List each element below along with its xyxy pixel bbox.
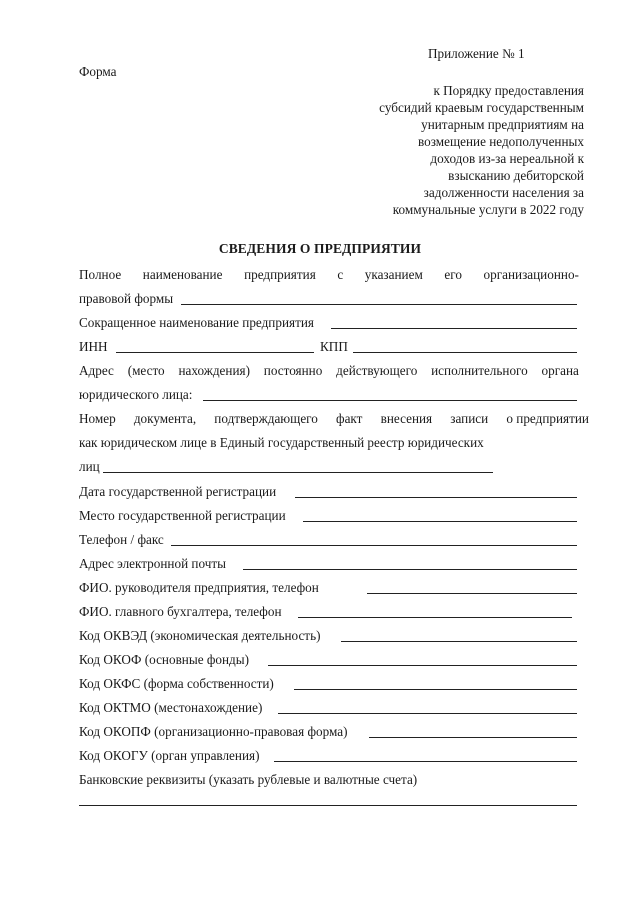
order-line: задолженности населения за xyxy=(423,185,584,200)
word: Номер xyxy=(79,411,116,426)
word: с xyxy=(337,267,344,282)
word: исполнительного xyxy=(431,363,528,378)
okved-label: Код ОКВЭД (экономическая деятельность) xyxy=(79,628,321,643)
director-label: ФИО. руководителя предприятия, телефон xyxy=(79,580,319,595)
phone-fax-field[interactable] xyxy=(171,545,577,546)
word: указанием xyxy=(364,267,423,282)
address-label-line2: юридического лица: xyxy=(79,387,193,402)
short-name-label: Сокращенное наименование предприятия xyxy=(79,315,314,330)
document-title: СВЕДЕНИЯ О ПРЕДПРИЯТИИ xyxy=(218,241,422,256)
order-line: доходов из-за нереальной к xyxy=(430,151,584,166)
doc-label-line3: лиц xyxy=(79,459,100,474)
order-line: коммунальные услуги в 2022 году xyxy=(392,202,584,217)
email-field[interactable] xyxy=(243,569,577,570)
okogu-label: Код ОКОГУ (орган управления) xyxy=(79,748,260,763)
kpp-label: КПП xyxy=(320,339,348,354)
word: факт xyxy=(336,411,363,426)
word: действующего xyxy=(336,363,418,378)
okof-field[interactable] xyxy=(268,665,577,666)
address-label-line1 xyxy=(79,363,579,379)
reg-date-label: Дата государственной регистрации xyxy=(79,484,277,499)
okogu-field[interactable] xyxy=(274,761,577,762)
appendix-number: Приложение № 1 xyxy=(428,46,525,61)
word: его xyxy=(444,267,462,282)
okved-field[interactable] xyxy=(341,641,577,642)
address-field[interactable] xyxy=(203,400,577,401)
full-name-label-line1 xyxy=(79,267,579,283)
okfs-label: Код ОКФС (форма собственности) xyxy=(79,676,274,691)
director-field[interactable] xyxy=(367,593,577,594)
full-name-field[interactable] xyxy=(181,304,577,305)
oktmo-field[interactable] xyxy=(278,713,577,714)
bank-details-field[interactable] xyxy=(79,805,577,806)
word: предприятия xyxy=(244,267,316,282)
okof-label: Код ОКОФ (основные фонды) xyxy=(79,652,250,667)
order-reference xyxy=(324,82,584,218)
short-name-field[interactable] xyxy=(331,328,577,329)
word: документа, xyxy=(133,411,197,426)
order-line: возмещение недополученных xyxy=(418,134,584,149)
doc-label-line1 xyxy=(79,411,589,427)
oktmo-label: Код ОКТМО (местонахождение) xyxy=(79,700,263,715)
okfs-field[interactable] xyxy=(294,689,577,690)
doc-number-field[interactable] xyxy=(103,472,493,473)
email-label: Адрес электронной почты xyxy=(79,556,226,571)
inn-label: ИНН xyxy=(79,339,108,354)
accountant-label: ФИО. главного бухгалтера, телефон xyxy=(79,604,282,619)
full-name-label-line2: правовой формы xyxy=(79,291,174,306)
order-line: субсидий краевым государственным xyxy=(379,100,584,115)
word: записи xyxy=(450,411,489,426)
reg-date-field[interactable] xyxy=(295,497,577,498)
word: Полное xyxy=(79,267,122,282)
bank-details-label: Банковские реквизиты (указать рублевые и валютные счета) xyxy=(79,772,418,787)
word: организационно- xyxy=(483,267,579,282)
reg-place-field[interactable] xyxy=(303,521,577,522)
word: органа xyxy=(541,363,579,378)
order-line: к Порядку предоставления xyxy=(433,83,584,98)
order-line: взысканию дебиторской xyxy=(448,168,584,183)
word: постоянно xyxy=(263,363,323,378)
word: подтверждающего xyxy=(214,411,318,426)
accountant-field[interactable] xyxy=(298,617,572,618)
doc-label-line2: как юридическом лице в Единый государственный реестр юридических xyxy=(79,435,484,450)
okopf-label: Код ОКОПФ (организационно-правовая форма) xyxy=(79,724,348,739)
inn-field[interactable] xyxy=(116,352,314,353)
word: (место xyxy=(127,363,165,378)
phone-fax-label: Телефон / факс xyxy=(79,532,164,547)
kpp-field[interactable] xyxy=(353,352,577,353)
order-line: унитарным предприятиям на xyxy=(421,117,584,132)
reg-place-label: Место государственной регистрации xyxy=(79,508,286,523)
word: о предприятии xyxy=(506,411,589,426)
word: внесения xyxy=(380,411,433,426)
word: наименование xyxy=(142,267,223,282)
word: нахождения) xyxy=(178,363,250,378)
form-label: Форма xyxy=(79,64,117,79)
okopf-field[interactable] xyxy=(369,737,577,738)
word: Адрес xyxy=(79,363,114,378)
